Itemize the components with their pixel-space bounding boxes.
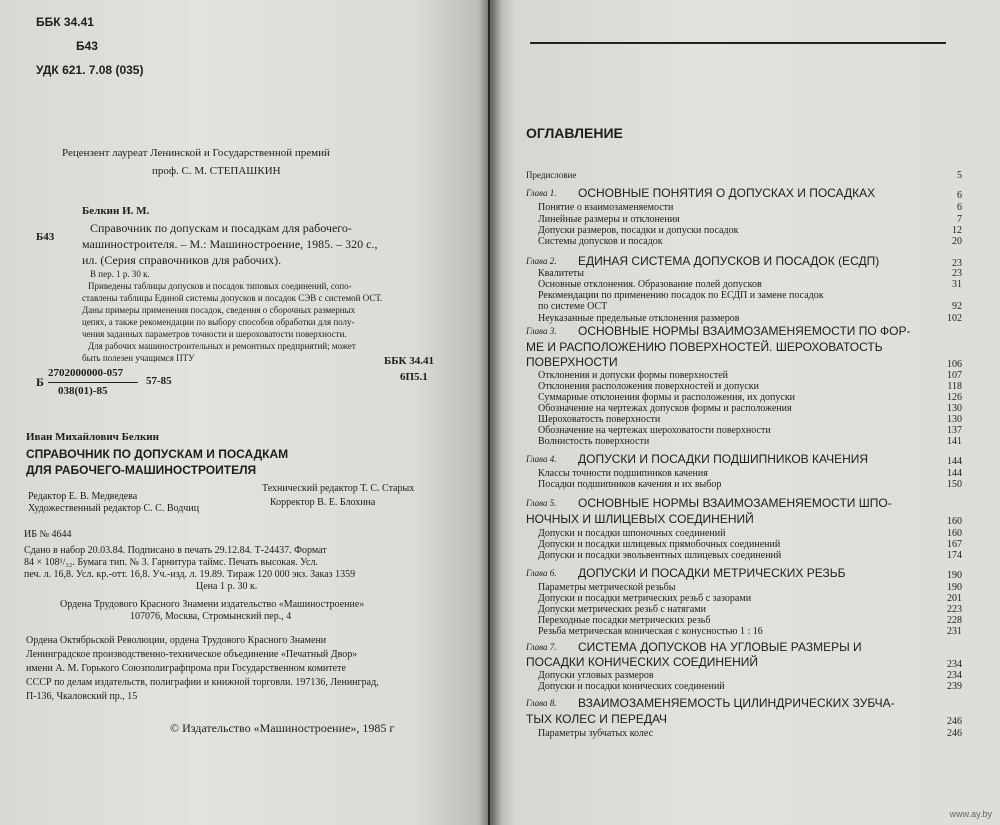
- b43-label: Б43: [36, 231, 55, 243]
- toc-page-number: 107: [947, 370, 962, 381]
- toc-entry-label: Линейные размеры и отклонения: [538, 214, 680, 225]
- abstract-line: быть полезен учащимся ПТУ: [82, 353, 195, 363]
- abstract-line: ставлены таблицы Единой системы допусков и посадок СЭВ с системой ОСТ.: [82, 293, 383, 303]
- print-price: Цена 1 р. 30 к.: [196, 581, 258, 592]
- toc-entry: [526, 681, 962, 695]
- printer-line: СССР по делам издательств, полиграфии и книжной торговли. 197136, Ленинград,: [26, 677, 379, 688]
- toc-page-number: 160: [947, 528, 962, 539]
- biblio-line: Справочник по допускам и посадкам для рабочего-: [90, 221, 352, 235]
- watermark: www.ay.by: [949, 809, 992, 819]
- chapter-prefix: Глава 5.: [526, 498, 557, 508]
- toc-entry: [526, 728, 962, 742]
- chapter-title: ПОСАДКИ КОНИЧЕСКИХ СОЕДИНЕНИЙ: [526, 655, 759, 669]
- chapter-title: СИСТЕМА ДОПУСКОВ НА УГЛОВЫЕ РАЗМЕРЫ И: [578, 640, 862, 654]
- reviewer-name: проф. С. М. СТЕПАШКИН: [152, 165, 281, 177]
- toc-page-number: 102: [947, 313, 962, 324]
- chapter-title: ОСНОВНЫЕ НОРМЫ ВЗАИМОЗАМЕНЯЕМОСТИ ШПО-: [578, 496, 892, 510]
- toc-entry-label: Шероховатость поверхности: [538, 414, 661, 425]
- b43-code: Б43: [76, 39, 98, 53]
- toc-entry-label: Допуски и посадки метрических резьб с зазорами: [538, 593, 752, 604]
- bbk-code: ББК 34.41: [36, 15, 94, 29]
- toc-entry-label: Квалитеты: [538, 268, 585, 279]
- chapter-title: ДОПУСКИ И ПОСАДКИ ПОДШИПНИКОВ КАЧЕНИЯ: [578, 452, 869, 466]
- chapter-prefix: Глава 3.: [526, 326, 557, 336]
- chapter-prefix: Глава 4.: [526, 454, 557, 464]
- toc-page-number: 234: [947, 670, 962, 681]
- toc-entry-label: Допуски угловых размеров: [538, 670, 654, 681]
- toc-page-number: 167: [947, 539, 962, 550]
- toc-page-number: 20: [952, 236, 962, 247]
- toc-chapter-heading: [526, 254, 962, 268]
- toc-page-number: 144: [947, 468, 962, 479]
- toc-entry-label: Волнистость поверхности: [538, 436, 650, 447]
- toc-entry-label: Основные отклонения. Образование полей допусков: [538, 279, 762, 290]
- print-info: печ. л. 16,8. Усл. кр.-отт. 16,8. Уч.-изд. л. 19.89. Тираж 120 000 экз. Заказ 1359: [24, 569, 356, 580]
- abstract-line: цепях, а также рекомендации по выбору способов обработки для полу-: [82, 317, 355, 327]
- toc-page-number: 246: [947, 716, 962, 727]
- toc-page-number: 6: [957, 190, 962, 201]
- toc-page-number: 231: [947, 626, 962, 637]
- toc-entry-label: Классы точности подшипников качения: [538, 468, 708, 479]
- chapter-prefix: Глава 6.: [526, 568, 557, 578]
- toc-entry-label: Предисловие: [526, 170, 577, 180]
- toc-entry-label: Системы допусков и посадок: [538, 236, 663, 247]
- chapter-title: ВЗАИМОЗАМЕНЯЕМОСТЬ ЦИЛИНДРИЧЕСКИХ ЗУБЧА-: [578, 696, 895, 710]
- chapter-prefix: Глава 7.: [526, 642, 557, 652]
- top-rule: [530, 42, 946, 44]
- toc-page-number: 190: [947, 570, 962, 581]
- toc-entry-label: Допуски и посадки эвольвентных шлицевых соединений: [538, 550, 782, 561]
- toc-page-number: 160: [947, 516, 962, 527]
- author-full-name: Иван Михайлович Белкин: [26, 431, 159, 443]
- toc-chapter-heading: [526, 340, 962, 354]
- toc-entry-label: Отклонения и допуски формы поверхностей: [538, 370, 728, 381]
- left-page: [0, 0, 488, 825]
- toc-entry-label: Понятие о взаимозаменяемости: [538, 202, 674, 213]
- b-letter: Б: [36, 375, 44, 389]
- toc-entry: [526, 550, 962, 564]
- toc-page-number: 6: [957, 202, 962, 213]
- chapter-title: ДОПУСКИ И ПОСАДКИ МЕТРИЧЕСКИХ РЕЗЬБ: [578, 566, 846, 580]
- toc-page-number: 190: [947, 582, 962, 593]
- toc-page-number: 23: [952, 258, 962, 269]
- toc-entry: [526, 236, 962, 250]
- toc-page-number: 137: [947, 425, 962, 436]
- toc-entry-label: Параметры метрической резьбы: [538, 582, 676, 593]
- toc-page-number: 130: [947, 414, 962, 425]
- toc-entry-label: Резьба метрическая коническая с конусностью 1 : 16: [538, 626, 763, 637]
- fraction-line: [48, 382, 138, 383]
- chapter-title: ЕДИНАЯ СИСТЕМА ДОПУСКОВ И ПОСАДОК (ЕСДП): [578, 254, 880, 268]
- chapter-title: НОЧНЫХ И ШЛИЦЕВЫХ СОЕДИНЕНИЙ: [526, 512, 754, 526]
- classification-code: 6П5.1: [400, 371, 428, 383]
- art-editor-credit: Художественный редактор С. С. Водчиц: [28, 503, 200, 514]
- toc-entry-label: по системе ОСТ: [538, 301, 608, 312]
- toc-heading: ОГЛАВЛЕНИЕ: [526, 125, 623, 141]
- bbk-code-2: ББК 34.41: [384, 355, 435, 367]
- toc-entry-label: Допуски метрических резьб с натягами: [538, 604, 706, 615]
- chapter-prefix: Глава 1.: [526, 188, 557, 198]
- toc-entry: [526, 170, 962, 184]
- toc-entry-label: Неуказанные предельные отклонения размеров: [538, 313, 740, 324]
- toc-chapter-heading: [526, 566, 962, 580]
- toc-page-number: 234: [947, 659, 962, 670]
- printer-line: имени А. М. Горького Союзполиграфпрома при Государственном комитете: [26, 663, 346, 674]
- biblio-price: В пер. 1 р. 30 к.: [90, 269, 150, 279]
- chapter-title: ОСНОВНЫЕ ПОНЯТИЯ О ДОПУСКАХ И ПОСАДКАХ: [578, 186, 876, 200]
- toc-entry-label: Обозначение на чертежах допусков формы и расположения: [538, 403, 792, 414]
- toc-page-number: 23: [952, 268, 962, 279]
- toc-page-number: 12: [952, 225, 962, 236]
- toc-entry: [526, 479, 962, 493]
- toc-chapter-heading: [526, 324, 962, 338]
- toc-page-number: 118: [947, 381, 962, 392]
- author-heading: Белкин И. М.: [82, 205, 150, 217]
- publisher-line: Ордена Трудового Красного Знамени издательство «Машиностроение»: [60, 599, 365, 610]
- toc-page-number: 201: [947, 593, 962, 604]
- code-denominator: 038(01)-85: [58, 385, 108, 397]
- abstract-line: Приведены таблицы допусков и посадок типовых соединений, сопо-: [88, 281, 352, 291]
- book-title-line: СПРАВОЧНИК ПО ДОПУСКАМ И ПОСАДКАМ: [26, 447, 289, 461]
- toc-entry-label: Переходные посадки метрических резьб: [538, 615, 711, 626]
- toc-entry-label: Суммарные отклонения формы и расположения, их допуски: [538, 392, 796, 403]
- toc-page-number: 150: [947, 479, 962, 490]
- toc-chapter-heading: [526, 696, 962, 710]
- printer-line: П-136, Чкаловский пр., 15: [26, 691, 138, 702]
- toc-entry-label: Допуски и посадки шлицевых прямобочных соединений: [538, 539, 781, 550]
- toc-entry-label: Обозначение на чертежах шероховатости поверхности: [538, 425, 771, 436]
- toc-page-number: 239: [947, 681, 962, 692]
- toc-page-number: 7: [957, 214, 962, 225]
- chapter-title: ТЫХ КОЛЕС И ПЕРЕДАЧ: [526, 712, 668, 726]
- toc-chapter-heading: [526, 496, 962, 510]
- toc-chapter-heading: [526, 655, 962, 669]
- toc-chapter-heading: [526, 355, 962, 369]
- abstract-line: Даны примеры применения посадок, сведения о сборочных размерных: [82, 305, 356, 315]
- biblio-line: ил. (Серия справочников для рабочих).: [82, 253, 282, 267]
- biblio-line: машиностроителя. – М.: Машиностроение, 1985. – 320 с.,: [82, 237, 378, 251]
- chapter-prefix: Глава 2.: [526, 256, 557, 266]
- toc-entry: [526, 626, 962, 640]
- udk-code: УДК 621. 7.08 (035): [36, 63, 144, 77]
- toc-page-number: 223: [947, 604, 962, 615]
- toc-page-number: 144: [947, 456, 962, 467]
- toc-chapter-heading: [526, 640, 962, 654]
- chapter-title: ОСНОВНЫЕ НОРМЫ ВЗАИМОЗАМЕНЯЕМОСТИ ПО ФОР-: [578, 324, 911, 338]
- abstract-line: чения заданных параметров точности и шероховатости поверхности.: [82, 329, 347, 339]
- ib-number: ИБ № 4644: [24, 529, 72, 540]
- code-numerator: 2702000000-057: [48, 367, 124, 379]
- toc-page-number: 31: [952, 279, 962, 290]
- editor-credit: Редактор Е. В. Медведева: [28, 491, 138, 502]
- copyright: © Издательство «Машиностроение», 1985 г: [170, 721, 395, 735]
- toc-page-number: 5: [957, 170, 962, 181]
- tech-editor-credit: Технический редактор Т. С. Старых: [262, 483, 415, 494]
- print-info: Сдано в набор 20.03.84. Подписано в печать 29.12.84. Т-24437. Формат: [24, 545, 327, 556]
- toc-entry: [526, 436, 962, 450]
- toc-page-number: 130: [947, 403, 962, 414]
- publisher-line: 107076, Москва, Стромынский пер., 4: [130, 611, 292, 622]
- toc-entry-label: Допуски и посадки шпоночных соединений: [538, 528, 726, 539]
- toc-page-number: 106: [947, 359, 962, 370]
- chapter-prefix: Глава 8.: [526, 698, 557, 708]
- reviewer-line: Рецензент лауреат Ленинской и Государственной премий: [62, 147, 330, 159]
- toc-page-number: 126: [947, 392, 962, 403]
- toc-page-number: 141: [947, 436, 962, 447]
- corrector-credit: Корректор В. Е. Блохина: [270, 497, 376, 508]
- chapter-title: МЕ И РАСПОЛОЖЕНИЮ ПОВЕРХНОСТЕЙ. ШЕРОХОВАТОСТЬ: [526, 340, 883, 354]
- toc-chapter-heading: [526, 186, 962, 200]
- printer-line: Ордена Октябрьской Революции, ордена Трудового Красного Знамени: [26, 635, 327, 646]
- toc-chapter-heading: [526, 712, 962, 726]
- toc-page-number: 246: [947, 728, 962, 739]
- chapter-title: ПОВЕРХНОСТИ: [526, 355, 618, 369]
- abstract-line: Для рабочих машиностроительных и ремонтных предприятий; может: [88, 341, 356, 351]
- toc-chapter-heading: [526, 512, 962, 526]
- book-title-line: ДЛЯ РАБОЧЕГО-МАШИНОСТРОИТЕЛЯ: [26, 463, 257, 477]
- printer-line: Ленинградское производственно-техническое объединение «Печатный Двор»: [26, 649, 358, 660]
- code-right: 57-85: [146, 375, 172, 387]
- toc-page-number: 92: [952, 301, 962, 312]
- toc-entry-label: Допуски размеров, посадки и допуски посадок: [538, 225, 739, 236]
- toc-page-number: 174: [947, 550, 962, 561]
- toc-chapter-heading: [526, 452, 962, 466]
- toc-entry-label: Отклонения расположения поверхностей и допуски: [538, 381, 759, 392]
- book-gutter: [478, 0, 502, 825]
- toc-entry-label: Рекомендации по применению посадок по ЕСДП и замене посадок: [538, 290, 824, 301]
- toc-page-number: 228: [947, 615, 962, 626]
- print-info: 84 × 108¹/₃₂. Бумага тип. № 3. Гарнитура таймс. Печать высокая. Усл.: [24, 557, 318, 568]
- toc-entry-label: Допуски и посадки конических соединений: [538, 681, 725, 692]
- toc-entry-label: Параметры зубчатых колес: [538, 728, 654, 739]
- toc-entry-label: Посадки подшипников качения и их выбор: [538, 479, 722, 490]
